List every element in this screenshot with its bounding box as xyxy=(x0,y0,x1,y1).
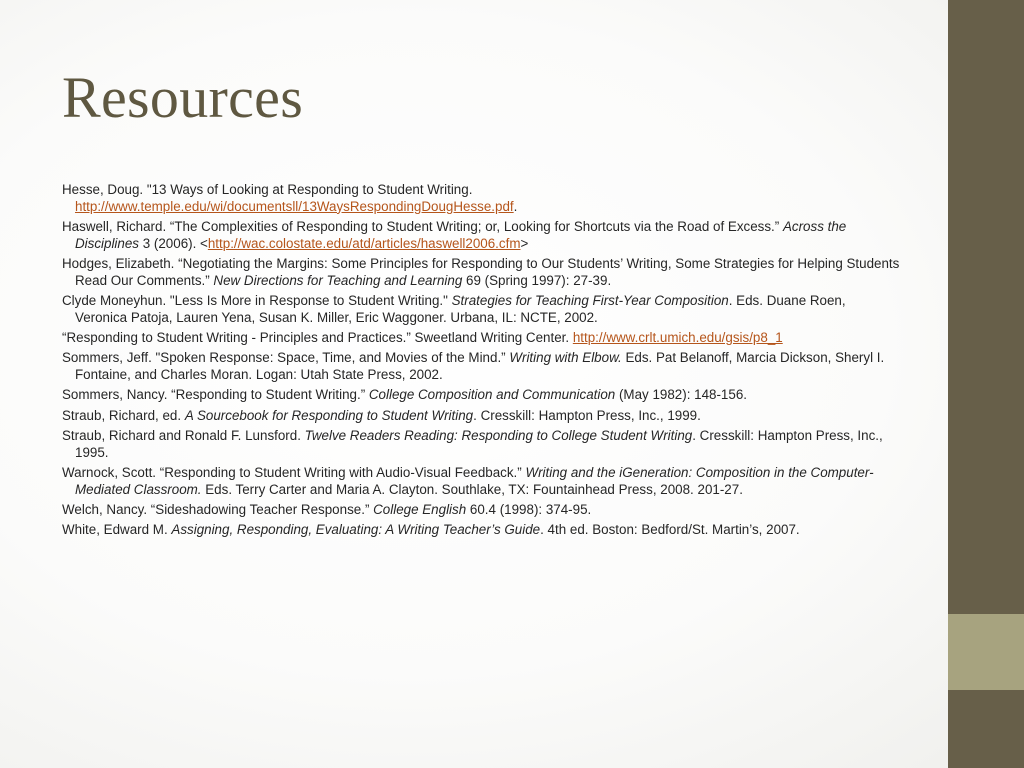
reference-text: . Eds. Duane Roen, Veronica Patoja, Lauren Yena, Susan K. Miller, Eric Waggoner. Urbana, IL: NCTE, 2002. xyxy=(75,292,846,325)
reference-source-title: College Composition and Communication xyxy=(368,387,616,403)
reference-source-title: Strategies for Teaching First-Year Composition xyxy=(451,292,729,308)
reference-item xyxy=(62,502,900,519)
reference-text: . Cresskill: Hampton Press, Inc., 1995. xyxy=(75,428,883,460)
reference-item xyxy=(62,293,900,326)
reference-item xyxy=(62,387,900,404)
reference-source-title: Writing and the iGeneration: Composition in the Computer-Mediated Classroom. xyxy=(75,465,874,497)
reference-text: Eds. Terry Carter and Maria A. Clayton. Southlake, TX: Fountainhead Press, 2008. 201-27. xyxy=(201,481,743,497)
reference-item xyxy=(62,219,900,252)
reference-item xyxy=(62,330,900,347)
reference-text: Eds. Pat Belanoff, Marcia Dickson, Sheryl I. Fontaine, and Charles Moran. Logan: Utah State Press, 2002. xyxy=(75,350,885,382)
reference-text: Haswell, Richard. “The Complexities of Responding to Student Writing; or, Looking for Shortcuts via the Road of Excess.” xyxy=(62,218,783,234)
reference-text: Warnock, Scott. “Responding to Student Writing with Audio-Visual Feedback.” xyxy=(62,465,526,481)
reference-text: Sommers, Nancy. “Responding to Student Writing.” xyxy=(62,387,369,403)
reference-link[interactable]: http://wac.colostate.edu/atd/articles/haswell2006.cfm xyxy=(207,235,521,251)
reference-item xyxy=(62,256,900,289)
reference-text: 3 (2006). < xyxy=(139,235,208,251)
reference-text: Straub, Richard and Ronald F. Lunsford. xyxy=(62,428,305,444)
reference-item xyxy=(62,522,900,539)
reference-text: Welch, Nancy. “Sideshadowing Teacher Response.” xyxy=(62,502,374,518)
sidebar-accent-block xyxy=(948,614,1024,690)
reference-text: . 4th ed. Boston: Bedford/St. Martin’s, 2007. xyxy=(540,522,800,538)
reference-source-title: Twelve Readers Reading: Responding to College Student Writing xyxy=(304,428,693,444)
reference-text: 69 (Spring 1997): 27-39. xyxy=(462,272,612,288)
reference-text: Straub, Richard, ed. xyxy=(62,407,185,423)
reference-source-title: Assigning, Responding, Evaluating: A Writing Teacher’s Guide xyxy=(171,522,541,538)
slide-title: Resources xyxy=(62,65,304,130)
reference-source-title: A Sourcebook for Responding to Student Writing xyxy=(184,407,474,423)
reference-text: Sommers, Jeff. "Spoken Response: Space, Time, and Movies of the Mind.” xyxy=(62,350,510,366)
reference-list xyxy=(62,182,900,543)
reference-text: “Responding to Student Writing - Principles and Practices.” Sweetland Writing Center. xyxy=(62,329,573,345)
reference-item xyxy=(62,428,900,461)
reference-text: Clyde Moneyhun. "Less Is More in Response to Student Writing." xyxy=(62,292,452,308)
reference-text: 60.4 (1998): 374-95. xyxy=(466,502,592,518)
reference-text: . xyxy=(513,198,518,214)
reference-source-title: Writing with Elbow. xyxy=(509,350,622,366)
reference-text: > xyxy=(520,235,529,251)
reference-source-title: New Directions for Teaching and Learning xyxy=(213,272,463,288)
reference-text: Hodges, Elizabeth. “Negotiating the Margins: Some Principles for Responding to Our Students’ Writing, Some Strategies for Helping Students Read Our Comments.” xyxy=(62,255,900,288)
reference-text: . Cresskill: Hampton Press, Inc., 1999. xyxy=(473,407,701,423)
reference-item xyxy=(62,408,900,425)
reference-text: White, Edward M. xyxy=(62,522,172,538)
reference-source-title: College English xyxy=(373,502,467,518)
reference-text: Hesse, Doug. "13 Ways of Looking at Responding to Student Writing. xyxy=(62,182,473,197)
reference-source-title: Across the Disciplines xyxy=(75,218,847,251)
reference-link[interactable]: http://www.crlt.umich.edu/gsis/p8_1 xyxy=(572,329,783,345)
reference-link[interactable]: http://www.temple.edu/wi/documentsll/13WaysRespondingDougHesse.pdf xyxy=(75,198,514,214)
reference-text: (May 1982): 148-156. xyxy=(615,387,747,403)
reference-item xyxy=(62,350,900,383)
reference-item xyxy=(62,465,900,498)
reference-item xyxy=(62,182,900,215)
